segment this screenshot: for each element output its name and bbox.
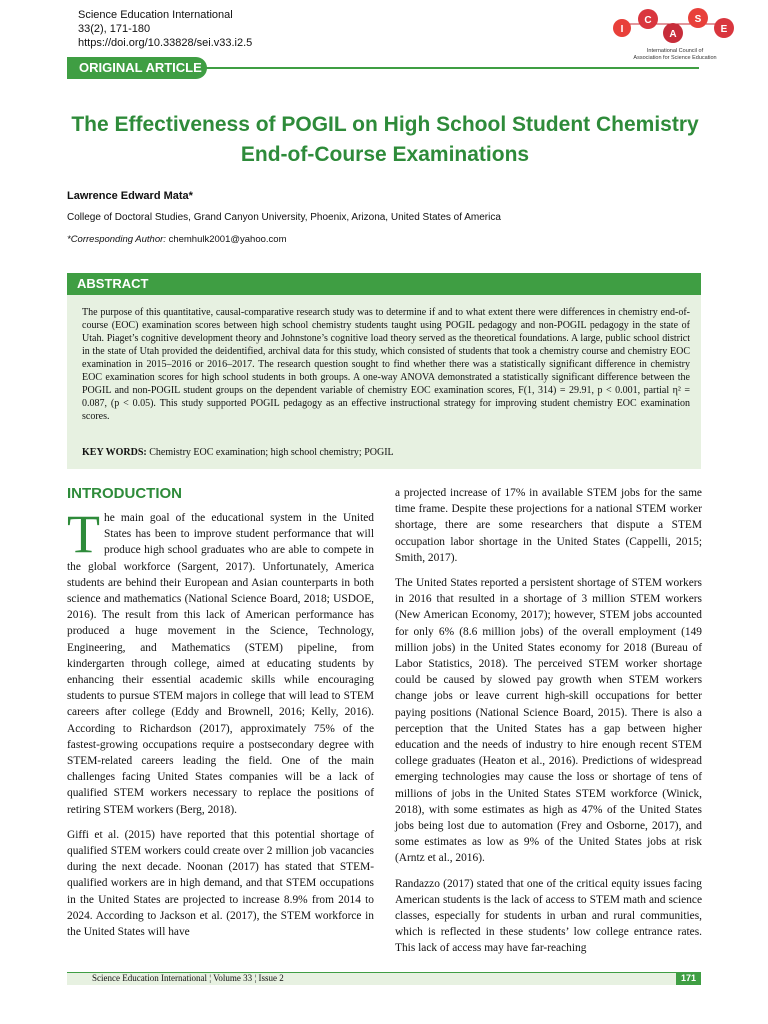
journal-name: Science Education International [78, 9, 233, 21]
introduction-heading: INTRODUCTION [67, 485, 182, 502]
logo-letter: I [620, 24, 624, 35]
title-line-2: End-of-Course Examinations [240, 143, 530, 166]
body-column-left [67, 504, 374, 949]
icase-logo [600, 6, 760, 64]
intro-paragraph-2: Giffi et al. (2015) have reported that this potential shortage of qualified STEM workers could create over 2 million job vacancies during the next decade. Noonan (2017) has stated that STEM-qualified workers are in high demand, and that STEM occupations in the United States are projected to increase 8.9% from 2014 to 2024. According to Jackson et al. (2017), the STEM workforce in the United States will have [67, 828, 374, 939]
journal-doi: https://doi.org/10.33828/sei.v33.i2.5 [78, 37, 253, 49]
intro-paragraph-5: Randazzo (2017) stated that one of the critical equity issues facing American students is the lack of access to STEM math and science classes, especially for students in urban and rural communities, which is reflected in these students’ low college entrance rates. This lack of access may have far-reaching [395, 877, 702, 955]
logo-caption-line1: International Council of [646, 48, 704, 54]
article-type-label: ORIGINAL ARTICLE [67, 57, 207, 79]
intro-paragraph-4: The United States reported a persistent shortage of STEM workers in 2016 that resulted in a shortage of 3 million STEM workers (New American Economy, 2017); however, STEM jobs accounted for only 6% (8.6 million jobs) of the overall employment (149 million jobs) in the United States economy for 2018 (Bureau of Labor Statistics, 2018). The perceived STEM worker shortage could be caused by slowed pay growth when STEM workers change jobs or leave current high-skill occupations for better paying positions (National Science Board, 2015). There is also a perception that the United States has a gap between higher education and the needs of industry to hire enough recent STEM college graduates (Heaton et al., 2016). Predictions of widespread emerging technologies may cause the loss or shortage of tens of millions of jobs in the United States STEM workforce (Winick, 2018), with some estimates as high as 47% of the United States jobs being lost due to automation (Frey and Osborne, 2017), and some estimates as low as 9% of the United States jobs at risk (Arntz et al., 2016). [395, 577, 702, 865]
logo-letter: S [694, 14, 702, 25]
intro-paragraph-1-text: he main goal of the educational system in the United States has been to improve student performance that will produce high school graduates who are able to compete in the global workforce (Sargent, 2017). Unfortunately, America students are behind their European and Asian counterparts in both science and mathematics (National Science Board, 2018; USDOE, 2016). The result from this lack of American performance has produced a huge movement in the Science, Technology, Engineering, and Mathematics (STEM) pipeline, from kindergarten through college, aimed at educating students by enhancing their essential academic skills while encouraging students to pursue STEM majors in college that will lead to STEM careers after college (Eddy and Brownell, 2016; Kelly, 2016). According to Richardson (2017), approximately 75% of the fastest-growing occupations require a postsecondary degree with STEM-related careers leading the field. One of the main challenges facing United States companies will be a lack of qualified STEM workers necessary to replace the positions of retiring STEM workers (Berg, 2018). [67, 512, 374, 816]
corresponding-label: *Corresponding Author: [67, 234, 166, 245]
journal-info [78, 8, 252, 50]
logo-letter: C [644, 15, 652, 26]
drop-cap: T [67, 504, 100, 564]
page-number: 171 [676, 972, 701, 985]
corresponding-email[interactable]: chemhulk2001@yahoo.com [165, 234, 287, 245]
abstract-text: The purpose of this quantitative, causal-comparative research study was to determine if and to what extent there were differences in chemistry end-of-course (EOC) examination scores between high school chemistry students taught using POGIL pedagogy and non-POGIL pedagogy in the state of Utah. Piaget’s cognitive development theory and Johnstone’s cognitive load theory served as the theoretical foundations. A large, public school district in the state of Utah provided the deidentified, archival data for this study, which consisted of students that took a chemistry course and chemistry EOC examination in 2015–2016 or 2016–2017. The research question sought to find whether there was a statistically significant difference in chemistry EOC examination scores for high school students in both groups. A one-way ANOVA demonstrated a statistically significant difference between the POGIL and non-POGIL student groups on the dependent variable of chemistry EOC examination scores, F(1, 314) = 29.91, p < 0.001, partial η² = 0.087, (p < 0.05). This study supported POGIL pedagogy as an effective instructional strategy for improving student chemistry EOC examination scores. [82, 307, 690, 422]
intro-paragraph-3: a projected increase of 17% in available STEM jobs for the same time frame. Despite these projections for a national STEM worker shortage, there are some researchers that dispute a STEM occupation labor shortage in the United States (Cappelli, 2015; Smith, 2017). [395, 487, 702, 564]
logo-letter: A [669, 29, 677, 40]
logo-letter: E [720, 24, 728, 35]
article-title [67, 110, 703, 170]
abstract-heading: ABSTRACT [67, 273, 701, 295]
icase-logo-graphic [600, 6, 750, 48]
footer-journal-info: Science Education International ¦ Volume 33 ¦ Issue 2 [92, 973, 284, 983]
keywords [82, 446, 690, 459]
keywords-text: Chemistry EOC examination; high school chemistry; POGIL [146, 447, 394, 458]
logo-caption-line2: Association for Science Education [633, 55, 717, 61]
body-column-right [395, 485, 702, 966]
corresponding-author [67, 234, 286, 245]
author-name: Lawrence Edward Mata* [67, 190, 193, 202]
title-line-1: The Effectiveness of POGIL on High School Student Chemistry [71, 113, 699, 136]
keywords-label: KEY WORDS: [82, 447, 147, 458]
journal-volume: 33(2), 171-180 [78, 23, 151, 35]
intro-paragraph-1 [67, 504, 374, 818]
author-affiliation: College of Doctoral Studies, Grand Canyon University, Phoenix, Arizona, United States of America [67, 212, 501, 223]
logo-caption [600, 48, 750, 62]
